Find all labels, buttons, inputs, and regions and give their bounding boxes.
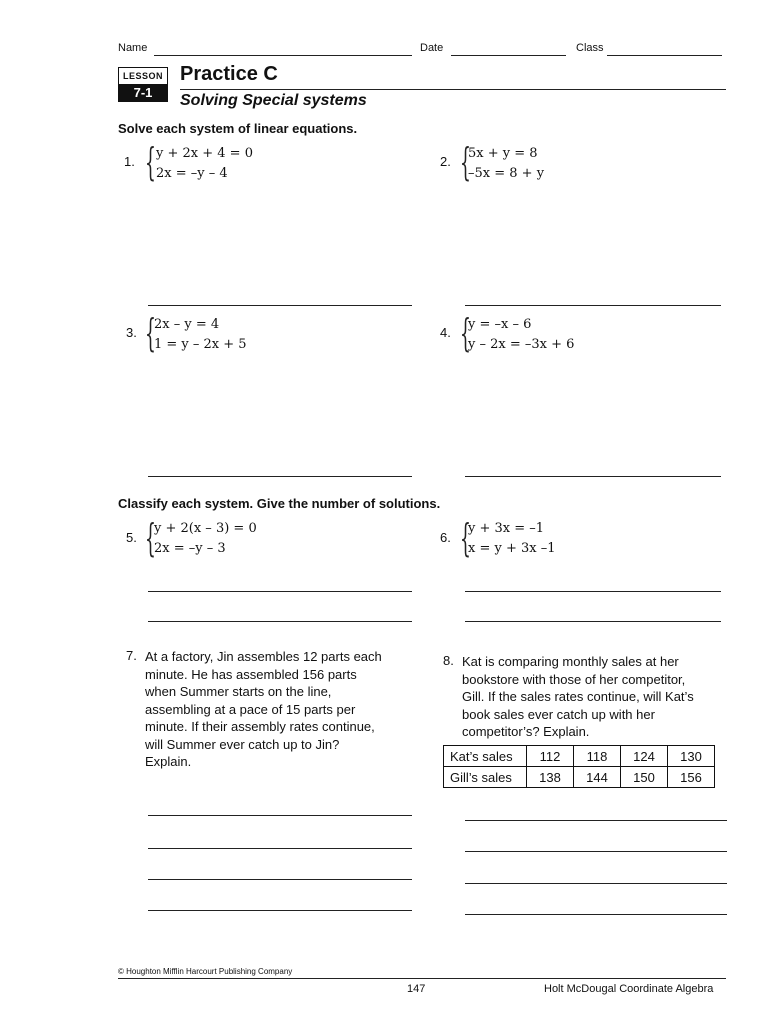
date-field[interactable] — [451, 55, 566, 56]
name-field[interactable] — [154, 55, 412, 56]
brace-icon: { — [145, 516, 156, 560]
answer-line-8b[interactable] — [465, 851, 727, 852]
problem-8-number: 8. — [443, 653, 454, 668]
title-rule — [180, 89, 726, 90]
problem-1-eq1: y + 2x + 4 = 0 — [156, 146, 253, 161]
brace-icon: { — [460, 516, 471, 560]
table-row-label: Kat’s sales — [444, 746, 527, 767]
problem-3-eq1: 2x – y = 4 — [154, 317, 220, 332]
table-row — [444, 767, 715, 788]
answer-line-7d[interactable] — [148, 910, 412, 911]
table-cell: 144 — [574, 767, 621, 788]
date-label: Date — [420, 42, 444, 54]
problem-6-eq1: y + 3x = –1 — [468, 521, 545, 536]
answer-line-1[interactable] — [148, 305, 412, 306]
problem-7-text: At a factory, Jin assembles 12 parts each minute. He has assembled 156 parts when Summer starts on the line, assembling at a pace of 15 parts per minute. If their assembly rates continue, will Summer ever catch up to Jin? Explain. — [145, 649, 382, 769]
problem-3-number: 3. — [126, 325, 137, 340]
table-cell: 156 — [668, 767, 715, 788]
book-title: Holt McDougal Coordinate Algebra — [544, 983, 714, 995]
answer-line-7a[interactable] — [148, 815, 412, 816]
class-label: Class — [576, 42, 604, 54]
answer-line-2[interactable] — [465, 305, 721, 306]
answer-line-6b[interactable] — [465, 621, 721, 622]
page-subtitle: Solving Special systems — [180, 92, 367, 109]
answer-line-8a[interactable] — [465, 820, 727, 821]
brace-icon: { — [460, 140, 471, 184]
class-field[interactable] — [607, 55, 722, 56]
table-cell: 130 — [668, 746, 715, 767]
copyright: © Houghton Mifflin Harcourt Publishing Company — [118, 967, 293, 976]
problem-5-number: 5. — [126, 530, 137, 545]
section1-instruction: Solve each system of linear equations. — [118, 121, 358, 136]
page-number: 147 — [407, 983, 426, 995]
problem-6-eq2: x = y + 3x –1 — [468, 541, 556, 556]
table-cell: 138 — [527, 767, 574, 788]
answer-line-8d[interactable] — [465, 914, 727, 915]
problem-5-eq1: y + 2(x – 3) = 0 — [154, 521, 257, 536]
answer-line-8c[interactable] — [465, 883, 727, 884]
lesson-number: 7-1 — [118, 84, 168, 102]
answer-line-7c[interactable] — [148, 879, 412, 880]
page-title: Practice C — [180, 63, 278, 85]
answer-line-5b[interactable] — [148, 621, 412, 622]
problem-8-text: Kat is comparing monthly sales at her bookstore with those of her competitor, Gill. If the sales rates continue, will Kat’s book sales ever catch up with her competitor’s? Explain. — [462, 654, 694, 739]
sales-table — [443, 745, 715, 788]
table-cell: 118 — [574, 746, 621, 767]
table-cell: 112 — [527, 746, 574, 767]
table-row — [444, 746, 715, 767]
answer-line-6a[interactable] — [465, 591, 721, 592]
problem-2-number: 2. — [440, 154, 451, 169]
problem-6-number: 6. — [440, 530, 451, 545]
footer-rule — [118, 978, 726, 979]
answer-line-4[interactable] — [465, 476, 721, 477]
problem-5-eq2: 2x = –y – 3 — [154, 541, 226, 556]
problem-2-eq1: 5x + y = 8 — [468, 146, 538, 161]
problem-1-number: 1. — [124, 154, 135, 169]
name-label: Name — [118, 42, 148, 54]
section2-instruction: Classify each system. Give the number of solutions. — [118, 496, 441, 511]
answer-line-5a[interactable] — [148, 591, 412, 592]
problem-4-eq1: y = –x – 6 — [468, 317, 532, 332]
problem-1-eq2: 2x = –y – 4 — [156, 166, 228, 181]
answer-line-7b[interactable] — [148, 848, 412, 849]
problem-2-eq2: –5x = 8 + y — [468, 166, 545, 181]
brace-icon: { — [145, 140, 156, 184]
problem-3-eq2: 1 = y – 2x + 5 — [154, 337, 247, 352]
brace-icon: { — [460, 311, 471, 355]
problem-7-number: 7. — [126, 648, 137, 663]
table-cell: 124 — [621, 746, 668, 767]
brace-icon: { — [145, 311, 156, 355]
problem-4-number: 4. — [440, 325, 451, 340]
table-cell: 150 — [621, 767, 668, 788]
lesson-badge: LESSON — [118, 67, 168, 86]
problem-4-eq2: y – 2x = –3x + 6 — [468, 337, 575, 352]
answer-line-3[interactable] — [148, 476, 412, 477]
table-row-label: Gill’s sales — [444, 767, 527, 788]
